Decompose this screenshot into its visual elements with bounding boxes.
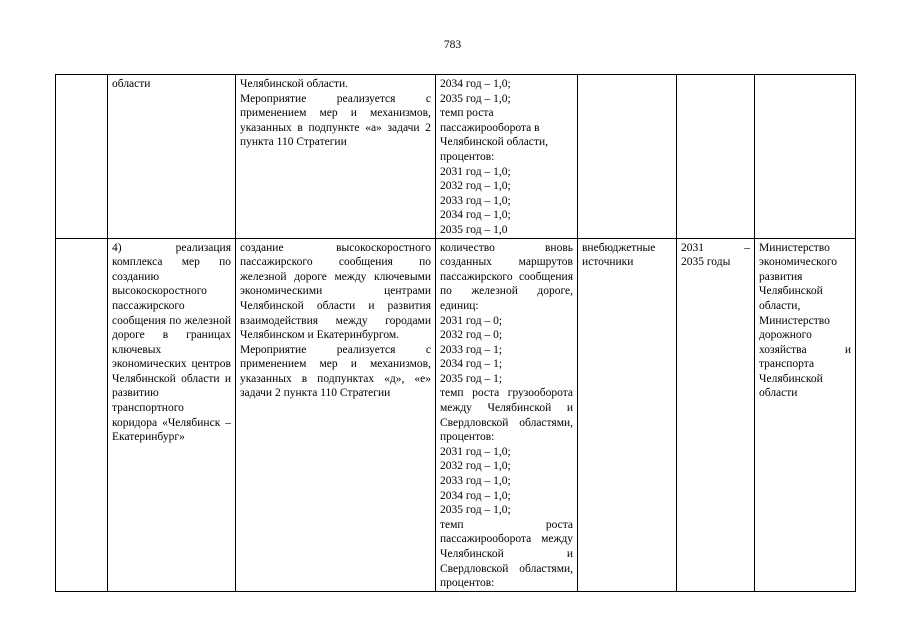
table-row — [56, 238, 856, 591]
direction-text: области — [112, 78, 151, 90]
executor-text: Министерство экономического развития Челябинской области, Министерство дорожного хозяйства и транспорта Челябинской области — [759, 241, 851, 400]
direction-text: 4) реализация комплекса мер по созданию высокоскоростного пассажирского сообщения по железной дороге в границах ключевых экономических центров Челябинской области и развитию транспортного коридора «Челябинск – Екатеринбург» — [112, 241, 231, 444]
table-row — [56, 75, 856, 239]
period-start-line — [681, 241, 750, 256]
period-cell — [677, 238, 755, 591]
measures-cell — [236, 75, 436, 239]
measures-text: Челябинской области. Мероприятие реализуется с применением мер и механизмов, указанных в подпункте «а» задачи 2 пункта 110 Стратегии — [240, 78, 431, 149]
indicators-cell — [436, 75, 578, 239]
period-start: 2031 — [681, 241, 704, 254]
measures-text: создание высокоскоростного пассажирского сообщения по железной дороге между ключевыми экономическими центрами Челябинской области и развития взаимодействия между городами Челябинском и Екатеринбургом. Мероприятие реализуется с применением мер и механизмов, указанных в подпунктах «д», «е» задачи 2 пункта 110 Стратегии — [240, 241, 431, 400]
row-number-cell — [56, 75, 108, 239]
executor-cell — [755, 238, 856, 591]
executor-cell — [755, 75, 856, 239]
period-cell — [677, 75, 755, 239]
indicators-text: 2034 год – 1,0; 2035 год – 1,0; темп роста пассажирооборота в Челябинской области, процентов: 2031 год – 1,0; 2032 год – 1,0; 2033 год – 1,0; 2034 год – 1,0; 2035 год – 1,0 — [440, 78, 548, 236]
measures-cell — [236, 238, 436, 591]
direction-cell — [108, 75, 236, 239]
direction-cell — [108, 238, 236, 591]
source-cell — [578, 238, 677, 591]
indicators-cell — [436, 238, 578, 591]
source-cell — [578, 75, 677, 239]
page-number: 783 — [443, 39, 462, 51]
indicators-text: количество вновь созданных маршрутов пассажирского сообщения по железной дороге, единиц: 2031 год – 0; 2032 год – 0; 2033 год – 1; 2034 год – 1; 2035 год – 1; темп роста грузооборота между Челябинской и Свердловской областями, процентов: 2031 год – 1,0; 2032 год – 1,0; 2033 год – 1,0; 2034 год – 1,0; 2035 год – 1,0; темп роста пассажирооборота между Челябинской и Свердловской областями, процентов: — [440, 241, 573, 590]
row-number-cell — [56, 238, 108, 591]
period-end: 2035 годы — [681, 256, 731, 269]
strategy-table — [55, 74, 856, 592]
source-text: внебюджетные источники — [582, 241, 656, 269]
period-dash: – — [744, 241, 750, 254]
